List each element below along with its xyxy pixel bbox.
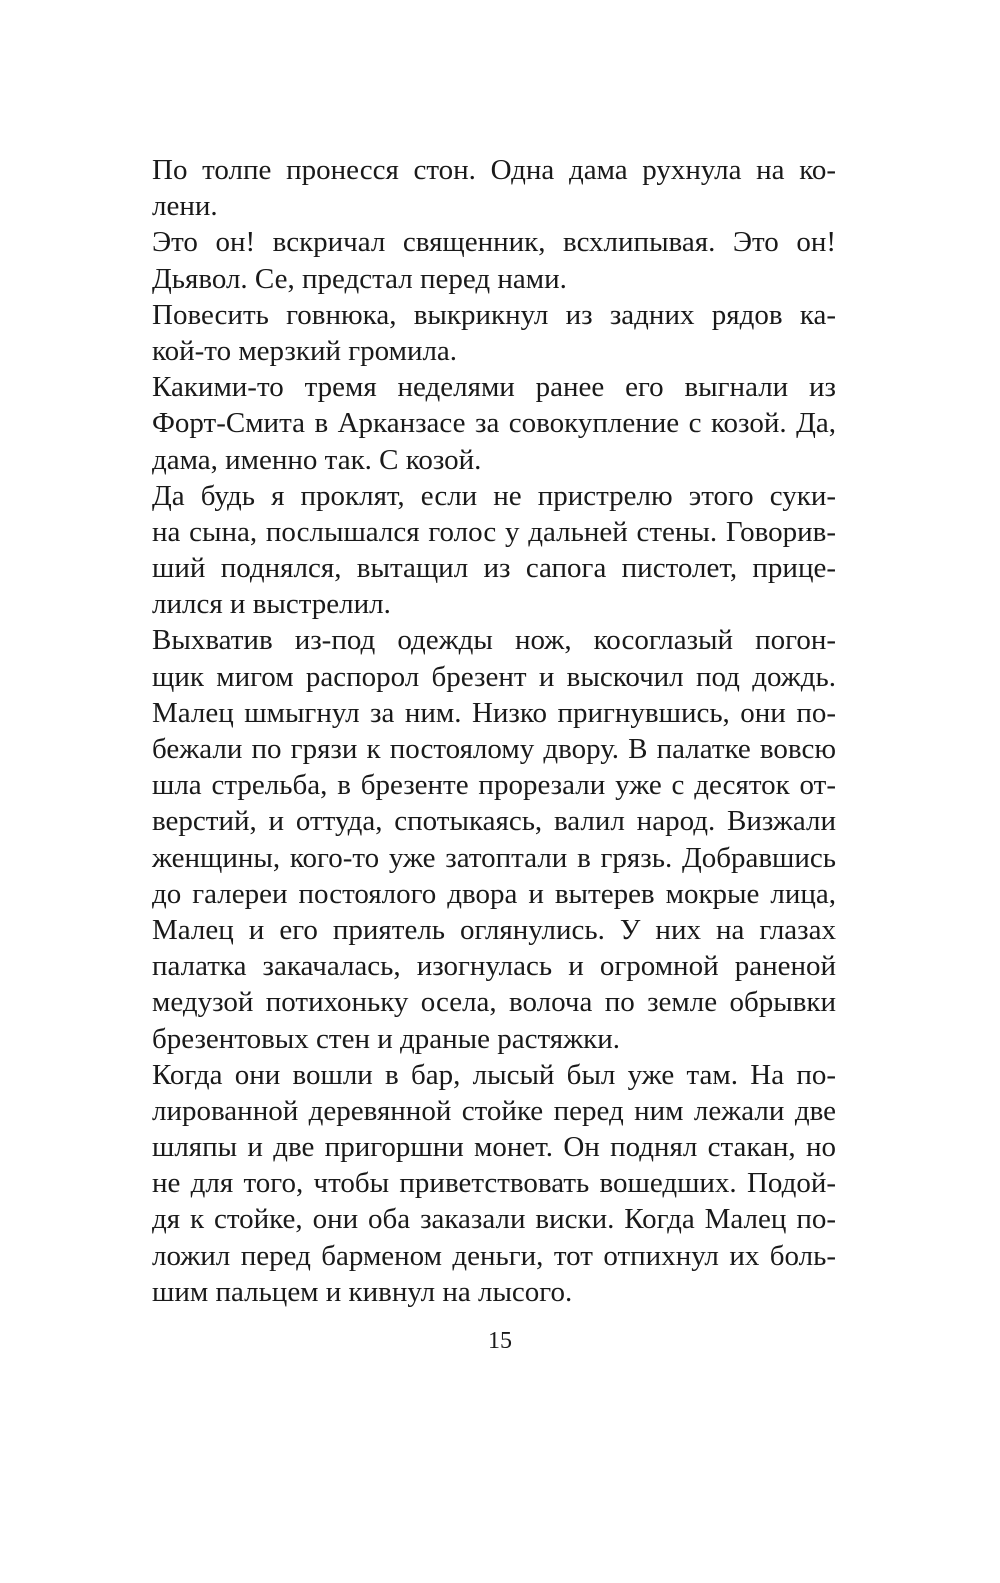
text-line: не для того, чтобы приветствовать вошедших. Подой- [152,1167,836,1200]
text-line: бежали по грязи к постоялому двору. В палатке вовсю [152,733,836,765]
text-line: дя к стойке, они оба заказали виски. Когда Малец по- [152,1203,836,1236]
text-line: щик мигом распорол брезент и выскочил под дождь. [152,660,836,693]
text-line: шим пальцем и кивнул на лысого. [152,1275,573,1308]
text-line: лени. [152,190,218,223]
text-line: Форт-Смита в Арканзасе за совокупление с козой. Да, [152,407,836,440]
text-line: до галереи постоялого двора и вытерев мокрые лица, [152,877,836,910]
text-line: Выхватив из-под одежды нож, косоглазый погон- [152,624,836,657]
text-line: Это он! вскричал священник, всхлипывая. Это он! [152,226,836,259]
text-line: лился и выстрелил. [152,588,391,621]
text-line: дама, именно так. С козой. [152,443,482,476]
text-line: женщины, кого-то уже затоптали в грязь. Добравшись [152,841,836,874]
text-line: ший поднялся, вытащил из сапога пистолет, прице- [152,552,836,585]
text-line: По толпе пронесся стон. Одна дама рухнула на ко- [152,154,836,186]
text-line: кой-то мерзкий громила. [152,334,458,367]
text-line: лированной деревянной стойке перед ним лежали две [152,1094,836,1127]
text-line: Какими-то тремя неделями ранее его выгнали из [152,371,836,404]
text-line: палатка закачалась, изогнулась и огромной раненой [152,950,836,983]
text-line: Малец шмыгнул за ним. Низко пригнувшись, они по- [152,696,836,729]
text-line: медузой потихоньку осела, волоча по земле обрывки [152,986,836,1019]
text-line: ложил перед барменом деньги, тот отпихнул их боль- [152,1239,836,1272]
text-line: Малец и его приятель оглянулись. У них на глазах [152,913,836,946]
text-line: на сына, послышался голос у дальней стены. Говорив- [152,515,836,548]
page-number: 15 [488,1328,512,1354]
text-line: Да будь я проклят, если не пристрелю этого суки- [152,479,836,512]
text-line: Когда они вошли в бар, лысый был уже там. На по- [152,1058,836,1091]
body-text [152,152,836,1310]
text-line: верстий, и оттуда, спотыкаясь, валил народ. Визжали [152,805,836,838]
text-line: шла стрельба, в брезенте прорезали уже с десяток от- [152,769,836,802]
text-line: Дьявол. Се, предстал перед нами. [152,262,567,295]
text-line: брезентовых стен и драные растяжки. [152,1022,621,1055]
text-line: Повесить говнюка, выкрикнул из задних рядов ка- [152,298,836,331]
text-line: шляпы и две пригоршни монет. Он поднял стакан, но [152,1131,836,1164]
